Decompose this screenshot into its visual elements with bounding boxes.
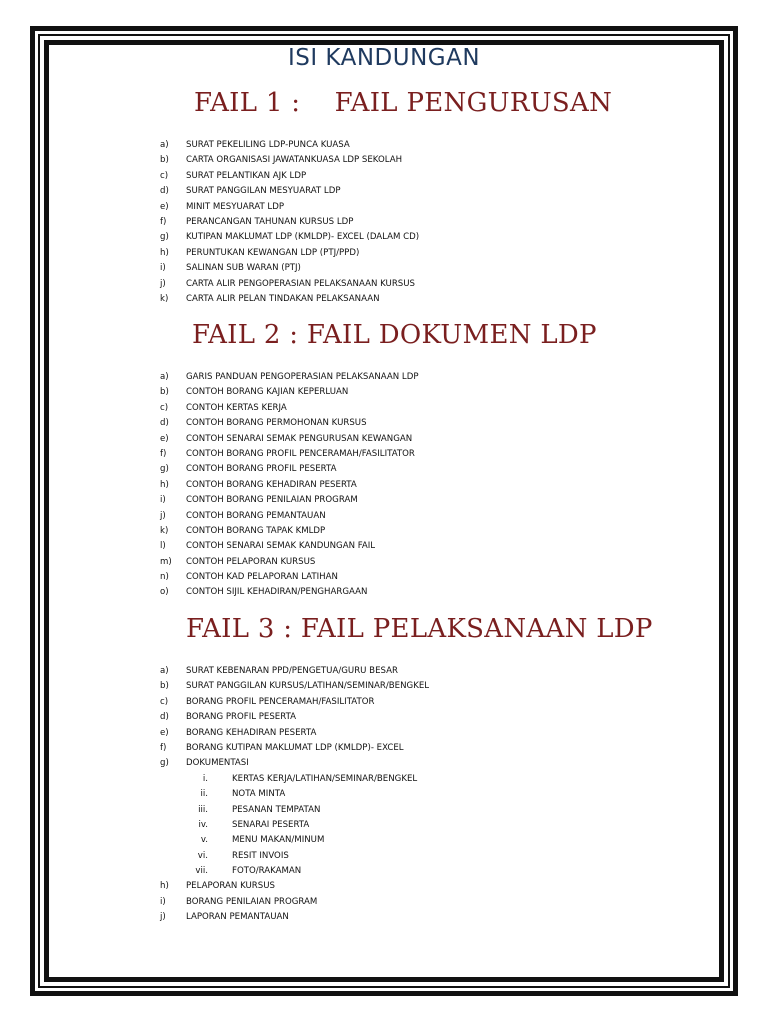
list-item-letter: f)	[160, 448, 167, 459]
list-item-letter: j)	[160, 510, 166, 521]
list-item-text: CONTOH SENARAI SEMAK KANDUNGAN FAIL	[186, 541, 376, 552]
list-item-text: LAPORAN PEMANTAUAN	[186, 912, 289, 923]
list-item-letter: j)	[160, 278, 166, 289]
list-item-letter: c)	[160, 402, 169, 413]
list-item-text: BORANG PROFIL PESERTA	[186, 712, 297, 723]
list-item-text: CONTOH SIJIL KEHADIRAN/PENGHARGAAN	[186, 587, 368, 598]
list-item-text: PERANCANGAN TAHUNAN KURSUS LDP	[186, 216, 354, 227]
list-item-text: CONTOH BORANG KAJIAN KEPERLUAN	[186, 387, 349, 398]
list-item-letter: i)	[160, 495, 166, 506]
list-item-text: CONTOH BORANG KEHADIRAN PESERTA	[186, 479, 357, 490]
list-item-letter: h)	[160, 479, 169, 490]
list-item-letter: d)	[160, 418, 169, 429]
list-item-text: CARTA ORGANISASI JAWATANKUASA LDP SEKOLAH	[186, 155, 403, 166]
sub-list-item-numeral: vii.	[195, 866, 208, 877]
list-item-text: CONTOH BORANG PEMANTAUAN	[186, 510, 326, 521]
sub-list-item-text: NOTA MINTA	[232, 789, 286, 800]
list-item-letter: l)	[160, 541, 166, 552]
sub-list-item-numeral: ii.	[200, 789, 208, 800]
list-item-text: KUTIPAN MAKLUMAT LDP (KMLDP)- EXCEL (DALAM CD)	[186, 232, 420, 243]
list-item-text: MINIT MESYUARAT LDP	[186, 201, 285, 212]
list-item-text: CONTOH BORANG PENILAIAN PROGRAM	[186, 495, 358, 506]
list-item-letter: a)	[160, 140, 169, 150]
list-item-text: CONTOH KERTAS KERJA	[186, 402, 287, 413]
section-title-fail-1: FAIL 1 : FAIL PENGURUSAN	[194, 88, 613, 118]
list-item-letter: e)	[160, 201, 169, 212]
list-item-letter: c)	[160, 170, 169, 181]
list-item-text: PERUNTUKAN KEWANGAN LDP (PTJ/PPD)	[186, 247, 360, 258]
list-item-letter: i)	[160, 896, 166, 907]
sub-list-item-numeral: iv.	[198, 819, 208, 830]
list-item-letter: g)	[160, 464, 169, 475]
list-item-text: CONTOH BORANG PROFIL PENCERAMAH/FASILITATOR	[186, 448, 415, 459]
list-item-text: BORANG KEHADIRAN PESERTA	[186, 727, 317, 738]
section-title-fail-3: FAIL 3 : FAIL PELAKSANAAN LDP	[186, 614, 653, 644]
sub-list-item-numeral: i.	[202, 773, 208, 784]
list-item-letter: j)	[160, 912, 166, 923]
list-item-text: SURAT PEKELILING LDP-PUNCA KUASA	[186, 140, 350, 150]
list-item-letter: b)	[160, 155, 169, 166]
list-item-letter: h)	[160, 881, 169, 892]
list-item-text: SURAT PELANTIKAN AJK LDP	[186, 170, 307, 181]
list-item-text: CONTOH BORANG PERMOHONAN KURSUS	[186, 418, 367, 429]
list-item-text: CONTOH KAD PELAPORAN LATIHAN	[186, 572, 338, 583]
list-item-letter: a)	[160, 666, 169, 676]
list-item-letter: k)	[160, 525, 169, 536]
list-item-text: CARTA ALIR PELAN TINDAKAN PELAKSANAAN	[186, 293, 380, 304]
sub-list-item-numeral: v.	[200, 835, 208, 846]
list-item-letter: i)	[160, 263, 166, 274]
sub-list-item-numeral: iii.	[198, 804, 208, 815]
list-item-text: GARIS PANDUAN PENGOPERASIAN PELAKSANAAN LDP	[186, 372, 419, 382]
sub-list-item-numeral: vi.	[197, 850, 208, 861]
list-item-text: BORANG PROFIL PENCERAMAH/FASILITATOR	[186, 696, 375, 707]
list-item-text: SURAT PANGGILAN MESYUARAT LDP	[186, 186, 341, 197]
list-item-text: CONTOH PELAPORAN KURSUS	[186, 556, 316, 567]
list-item-letter: e)	[160, 727, 169, 738]
list-item-text: BORANG PENILAIAN PROGRAM	[186, 896, 318, 907]
list-item-text: SURAT PANGGILAN KURSUS/LATIHAN/SEMINAR/BENGKEL	[186, 681, 430, 692]
list-item-text: PELAPORAN KURSUS	[186, 881, 275, 892]
list-item-letter: a)	[160, 372, 169, 382]
list-item-text: SURAT KEBENARAN PPD/PENGETUA/GURU BESAR	[186, 666, 398, 676]
list-item-letter: f)	[160, 216, 167, 227]
sub-list-item-text: FOTO/RAKAMAN	[232, 866, 302, 877]
list-item-text: DOKUMENTASI	[186, 758, 249, 769]
sub-list-item-text: RESIT INVOIS	[232, 850, 289, 861]
page-title: ISI KANDUNGAN	[287, 45, 481, 71]
list-item-letter: d)	[160, 712, 169, 723]
list-item-letter: h)	[160, 247, 169, 258]
list-item-letter: k)	[160, 293, 169, 304]
section-title-fail-2: FAIL 2 : FAIL DOKUMEN LDP	[192, 320, 597, 350]
list-item-letter: g)	[160, 758, 169, 769]
list-item-text: CARTA ALIR PENGOPERASIAN PELAKSANAAN KURSUS	[186, 278, 415, 289]
list-item-letter: d)	[160, 186, 169, 197]
sub-list-item-text: KERTAS KERJA/LATIHAN/SEMINAR/BENGKEL	[232, 773, 418, 784]
list-item-letter: b)	[160, 681, 169, 692]
list-item-letter: m)	[160, 556, 172, 567]
list-item-letter: o)	[160, 587, 169, 598]
sub-list-item-text: PESANAN TEMPATAN	[232, 804, 321, 815]
list-item-letter: g)	[160, 232, 169, 243]
list-item-text: SALINAN SUB WARAN (PTJ)	[186, 263, 301, 274]
list-item-letter: f)	[160, 742, 167, 753]
list-item-letter: n)	[160, 572, 169, 583]
list-item-text: CONTOH SENARAI SEMAK PENGURUSAN KEWANGAN	[186, 433, 413, 444]
list-item-letter: c)	[160, 696, 169, 707]
list-item-text: BORANG KUTIPAN MAKLUMAT LDP (KMLDP)- EXCEL	[186, 742, 404, 753]
sub-list-item-text: SENARAI PESERTA	[232, 819, 310, 830]
list-item-text: CONTOH BORANG PROFIL PESERTA	[186, 464, 337, 475]
list-item-letter: e)	[160, 433, 169, 444]
list-item-letter: b)	[160, 387, 169, 398]
sub-list-item-text: MENU MAKAN/MINUM	[232, 835, 325, 846]
list-item-text: CONTOH BORANG TAPAK KMLDP	[186, 525, 326, 536]
